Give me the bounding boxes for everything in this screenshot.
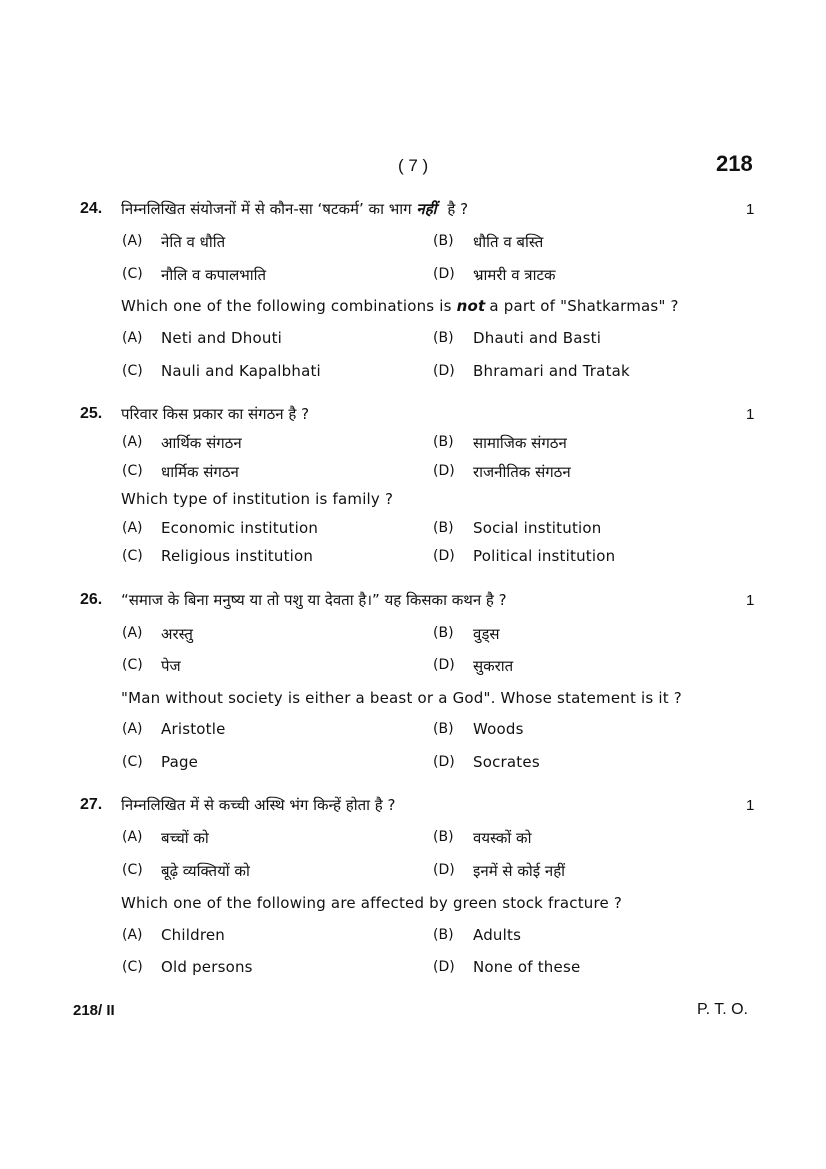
- option-label: (D): [433, 463, 455, 479]
- option-label: (D): [433, 548, 455, 564]
- marks: 1: [746, 592, 755, 609]
- option-label: (C): [122, 657, 143, 673]
- question-text-hindi: [121, 199, 468, 219]
- option-label: (D): [433, 266, 455, 282]
- option-text: Dhauti and Basti: [473, 329, 602, 347]
- option-text: Children: [161, 926, 226, 944]
- question-text-english: [121, 297, 679, 315]
- page-number: ( 7 ): [398, 156, 429, 175]
- option-text: Nauli and Kapalbhati: [161, 362, 321, 380]
- option-label: (B): [433, 625, 454, 641]
- question-number: 26.: [80, 591, 103, 608]
- footer-pto: P. T. O.: [697, 1001, 748, 1018]
- question-number: 24.: [80, 200, 103, 217]
- question-text-english: Which type of institution is family ?: [121, 490, 394, 508]
- question-text-hindi: “समाज के बिना मनुष्य या तो पशु या देवता है।” यह किसका कथन है ?: [121, 591, 507, 609]
- option-label: (B): [433, 721, 454, 737]
- marks: 1: [746, 797, 755, 814]
- option-text: भ्रामरी व त्राटक: [473, 266, 556, 284]
- option-text: Neti and Dhouti: [161, 329, 283, 347]
- option-label: (C): [122, 548, 143, 564]
- option-text: धार्मिक संगठन: [161, 463, 239, 481]
- emphasis-word: not: [456, 297, 486, 315]
- option-label: (C): [122, 266, 143, 282]
- option-label: (D): [433, 959, 455, 975]
- option-text: इनमें से कोई नहीं: [473, 862, 566, 880]
- option-label: (B): [433, 233, 454, 249]
- footer-paper-code: 218/ II: [73, 1002, 115, 1019]
- option-label: (B): [433, 520, 454, 536]
- option-label: (C): [122, 363, 143, 379]
- marks: 1: [746, 406, 755, 423]
- option-text: Social institution: [473, 519, 602, 537]
- option-text: आर्थिक संगठन: [161, 434, 242, 452]
- option-label: (B): [433, 330, 454, 346]
- option-label: (C): [122, 862, 143, 878]
- question-text-hindi: निम्नलिखित में से कच्ची अस्थि भंग किन्हें होता है ?: [121, 796, 396, 814]
- option-text: Adults: [473, 926, 522, 944]
- option-text: सुकरात: [473, 657, 514, 675]
- option-label: (A): [122, 625, 143, 641]
- option-text: Woods: [473, 720, 524, 738]
- marks: 1: [746, 201, 755, 218]
- option-label: (A): [122, 233, 143, 249]
- option-text: राजनीतिक संगठन: [473, 463, 571, 481]
- option-text: बूढ़े व्यक्तियों को: [161, 862, 250, 880]
- emphasis-word: नहीं: [416, 200, 437, 218]
- question-number: 25.: [80, 405, 103, 422]
- option-text: वुड्स: [473, 625, 500, 643]
- option-label: (C): [122, 754, 143, 770]
- option-text: Political institution: [473, 547, 616, 565]
- option-text: सामाजिक संगठन: [473, 434, 567, 452]
- option-text: Religious institution: [161, 547, 314, 565]
- option-text: नौलि व कपालभाति: [161, 266, 267, 284]
- question-text-part: Which one of the following combinations is: [121, 297, 452, 315]
- option-label: (A): [122, 434, 143, 450]
- option-text: धौति व बस्ति: [473, 233, 544, 251]
- option-label: (A): [122, 330, 143, 346]
- paper-code: 218: [716, 151, 753, 176]
- option-label: (D): [433, 862, 455, 878]
- option-text: Page: [161, 753, 199, 771]
- option-text: None of these: [473, 958, 581, 976]
- option-text: Economic institution: [161, 519, 319, 537]
- option-label: (A): [122, 520, 143, 536]
- option-text: Aristotle: [161, 720, 226, 738]
- question-text-part: a part of "Shatkarmas" ?: [489, 297, 679, 315]
- question-number: 27.: [80, 796, 103, 813]
- option-text: वयस्कों को: [473, 829, 532, 847]
- option-label: (B): [433, 927, 454, 943]
- question-text-hindi: परिवार किस प्रकार का संगठन है ?: [121, 405, 310, 423]
- option-text: नेति व धौति: [161, 233, 226, 251]
- question-text-part: है ?: [447, 200, 469, 218]
- option-label: (B): [433, 434, 454, 450]
- question-text-english: Which one of the following are affected by green stock fracture ?: [121, 894, 623, 912]
- option-label: (C): [122, 959, 143, 975]
- question-text-part: निम्नलिखित संयोजनों में से कौन-सा ‘षटकर्म’ का भाग: [121, 200, 412, 218]
- option-label: (D): [433, 363, 455, 379]
- option-text: Old persons: [161, 958, 253, 976]
- option-label: (C): [122, 463, 143, 479]
- option-label: (B): [433, 829, 454, 845]
- option-text: Bhramari and Tratak: [473, 362, 630, 380]
- option-text: बच्चों को: [161, 829, 209, 847]
- question-text-english: "Man without society is either a beast or a God". Whose statement is it ?: [121, 689, 682, 707]
- option-label: (A): [122, 829, 143, 845]
- option-label: (A): [122, 927, 143, 943]
- option-label: (A): [122, 721, 143, 737]
- option-text: पेज: [161, 657, 181, 675]
- option-text: Socrates: [473, 753, 540, 771]
- option-text: अरस्तु: [161, 625, 193, 643]
- option-label: (D): [433, 754, 455, 770]
- option-label: (D): [433, 657, 455, 673]
